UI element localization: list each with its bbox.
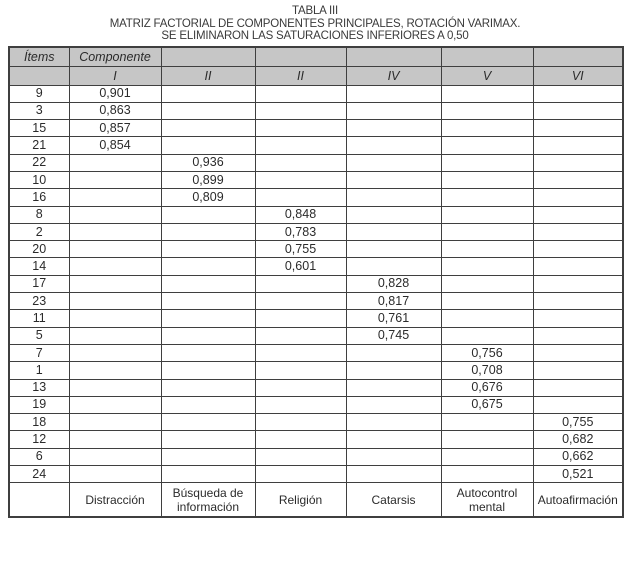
value-cell: [533, 154, 623, 171]
item-cell: 11: [9, 310, 69, 327]
table-row: [9, 431, 623, 448]
header-cell: [255, 47, 346, 66]
value-cell: [346, 120, 441, 137]
value-cell: [441, 448, 533, 465]
value-cell: 0,708: [441, 362, 533, 379]
header-cell: V: [441, 66, 533, 85]
header-cell: Ítems: [9, 47, 69, 66]
value-cell: 0,682: [533, 431, 623, 448]
item-cell: 3: [9, 102, 69, 119]
value-cell: [441, 154, 533, 171]
value-cell: [69, 293, 161, 310]
value-cell: 0,755: [533, 414, 623, 431]
value-cell: [255, 448, 346, 465]
value-cell: [533, 241, 623, 258]
value-cell: [161, 85, 255, 102]
value-cell: [161, 258, 255, 275]
value-cell: [255, 431, 346, 448]
header-cell: II: [255, 66, 346, 85]
value-cell: [161, 241, 255, 258]
item-cell: 7: [9, 344, 69, 361]
value-cell: [255, 344, 346, 361]
value-cell: [161, 293, 255, 310]
factor-label-cell: Búsqueda de información: [161, 483, 255, 517]
header-cell: [9, 66, 69, 85]
table-caption-line1: MATRIZ FACTORIAL DE COMPONENTES PRINCIPALES, ROTACIÓN VARIMAX.: [109, 18, 521, 30]
value-cell: [346, 414, 441, 431]
value-cell: 0,761: [346, 310, 441, 327]
table-row: [9, 327, 623, 344]
value-cell: [69, 189, 161, 206]
header-cell: IV: [346, 66, 441, 85]
value-cell: [255, 414, 346, 431]
item-cell: 1: [9, 362, 69, 379]
value-cell: [161, 344, 255, 361]
factor-label-cell: [9, 483, 69, 517]
value-cell: [69, 258, 161, 275]
table-row: [9, 258, 623, 275]
value-cell: [255, 327, 346, 344]
value-cell: [346, 396, 441, 413]
value-cell: [69, 344, 161, 361]
value-cell: [441, 414, 533, 431]
table-row: [9, 85, 623, 102]
value-cell: [346, 344, 441, 361]
value-cell: [69, 223, 161, 240]
value-cell: [533, 206, 623, 223]
value-cell: [346, 379, 441, 396]
table-row: [9, 275, 623, 292]
table-row: [9, 414, 623, 431]
value-cell: [441, 189, 533, 206]
value-cell: [69, 431, 161, 448]
table-number: TABLA III: [292, 5, 338, 17]
item-cell: 16: [9, 189, 69, 206]
value-cell: [255, 275, 346, 292]
factor-label-cell: Autoafirmación: [533, 483, 623, 517]
table-row: [9, 102, 623, 119]
value-cell: [346, 258, 441, 275]
value-cell: 0,675: [441, 396, 533, 413]
value-cell: [255, 137, 346, 154]
table-row: [9, 448, 623, 465]
value-cell: [161, 448, 255, 465]
value-cell: [69, 362, 161, 379]
value-cell: [161, 414, 255, 431]
table-row: [9, 154, 623, 171]
value-cell: [346, 223, 441, 240]
value-cell: [346, 362, 441, 379]
value-cell: [533, 137, 623, 154]
value-cell: [533, 344, 623, 361]
item-cell: 24: [9, 466, 69, 483]
value-cell: [255, 362, 346, 379]
item-cell: 15: [9, 120, 69, 137]
header-cell: I: [69, 66, 161, 85]
table-row: [9, 379, 623, 396]
table-row: [9, 206, 623, 223]
value-cell: [69, 414, 161, 431]
item-cell: 12: [9, 431, 69, 448]
value-cell: [161, 379, 255, 396]
value-cell: 0,863: [69, 102, 161, 119]
table-body: [9, 85, 623, 483]
value-cell: [161, 137, 255, 154]
value-cell: [533, 275, 623, 292]
value-cell: 0,601: [255, 258, 346, 275]
table-row: [9, 171, 623, 188]
header-cell: [441, 47, 533, 66]
value-cell: [346, 85, 441, 102]
header-cell: [161, 47, 255, 66]
value-cell: [533, 293, 623, 310]
table-row: [9, 466, 623, 483]
value-cell: [161, 120, 255, 137]
value-cell: [255, 189, 346, 206]
value-cell: [69, 327, 161, 344]
value-cell: [161, 431, 255, 448]
value-cell: [441, 310, 533, 327]
table-row: [9, 293, 623, 310]
value-cell: [69, 154, 161, 171]
value-cell: [441, 137, 533, 154]
table-row: [9, 396, 623, 413]
header-cell: [346, 47, 441, 66]
value-cell: [533, 120, 623, 137]
value-cell: 0,521: [533, 466, 623, 483]
value-cell: [533, 223, 623, 240]
value-cell: [441, 293, 533, 310]
item-cell: 8: [9, 206, 69, 223]
value-cell: [441, 275, 533, 292]
value-cell: 0,662: [533, 448, 623, 465]
value-cell: [346, 137, 441, 154]
value-cell: [533, 258, 623, 275]
value-cell: [255, 154, 346, 171]
header-row: [9, 47, 623, 66]
value-cell: [346, 431, 441, 448]
value-cell: 0,828: [346, 275, 441, 292]
value-cell: [255, 310, 346, 327]
value-cell: [346, 102, 441, 119]
value-cell: [161, 396, 255, 413]
table-caption-line2: SE ELIMINARON LAS SATURACIONES INFERIORES A 0,50: [161, 30, 469, 42]
value-cell: [161, 206, 255, 223]
value-cell: [533, 102, 623, 119]
value-cell: [346, 241, 441, 258]
item-cell: 18: [9, 414, 69, 431]
value-cell: [161, 327, 255, 344]
value-cell: [255, 396, 346, 413]
item-cell: 5: [9, 327, 69, 344]
factor-label-cell: Catarsis: [346, 483, 441, 517]
factor-label-cell: Religión: [255, 483, 346, 517]
item-cell: 13: [9, 379, 69, 396]
value-cell: 0,756: [441, 344, 533, 361]
item-cell: 23: [9, 293, 69, 310]
value-cell: 0,936: [161, 154, 255, 171]
item-cell: 21: [9, 137, 69, 154]
value-cell: 0,901: [69, 85, 161, 102]
value-cell: 0,848: [255, 206, 346, 223]
table-row: [9, 120, 623, 137]
value-cell: 0,676: [441, 379, 533, 396]
value-cell: 0,783: [255, 223, 346, 240]
value-cell: 0,817: [346, 293, 441, 310]
table-row: [9, 137, 623, 154]
value-cell: [533, 327, 623, 344]
value-cell: [161, 102, 255, 119]
value-cell: [346, 466, 441, 483]
header-cell: VI: [533, 66, 623, 85]
value-cell: 0,809: [161, 189, 255, 206]
factor-label-cell: Autocontrol mental: [441, 483, 533, 517]
value-cell: 0,755: [255, 241, 346, 258]
value-cell: [441, 102, 533, 119]
item-cell: 14: [9, 258, 69, 275]
value-cell: [533, 362, 623, 379]
value-cell: [69, 466, 161, 483]
item-cell: 20: [9, 241, 69, 258]
value-cell: [161, 362, 255, 379]
value-cell: [441, 120, 533, 137]
header-row: [9, 66, 623, 85]
value-cell: [255, 379, 346, 396]
value-cell: [255, 120, 346, 137]
header-cell: II: [161, 66, 255, 85]
value-cell: [255, 293, 346, 310]
value-cell: [533, 379, 623, 396]
table-row: [9, 310, 623, 327]
value-cell: [533, 396, 623, 413]
value-cell: [346, 154, 441, 171]
value-cell: [69, 379, 161, 396]
value-cell: [533, 171, 623, 188]
value-cell: [69, 310, 161, 327]
value-cell: [346, 171, 441, 188]
value-cell: 0,857: [69, 120, 161, 137]
table-title-block: [8, 5, 622, 42]
table-row: [9, 189, 623, 206]
value-cell: [441, 258, 533, 275]
value-cell: [69, 448, 161, 465]
item-cell: 19: [9, 396, 69, 413]
item-cell: 10: [9, 171, 69, 188]
value-cell: [441, 171, 533, 188]
value-cell: [255, 85, 346, 102]
item-cell: 9: [9, 85, 69, 102]
value-cell: [441, 431, 533, 448]
value-cell: [161, 466, 255, 483]
value-cell: [441, 85, 533, 102]
table-row: [9, 362, 623, 379]
value-cell: 0,854: [69, 137, 161, 154]
value-cell: 0,745: [346, 327, 441, 344]
value-cell: [441, 241, 533, 258]
header-cell: [533, 47, 623, 66]
factor-matrix-table: [8, 46, 624, 518]
table-head: [9, 47, 623, 85]
value-cell: [346, 448, 441, 465]
item-cell: 17: [9, 275, 69, 292]
value-cell: [533, 189, 623, 206]
value-cell: [441, 206, 533, 223]
item-cell: 2: [9, 223, 69, 240]
item-cell: 22: [9, 154, 69, 171]
value-cell: [441, 223, 533, 240]
value-cell: [255, 466, 346, 483]
value-cell: [161, 275, 255, 292]
item-cell: 6: [9, 448, 69, 465]
value-cell: [255, 102, 346, 119]
value-cell: [161, 223, 255, 240]
header-cell: Componente: [69, 47, 161, 66]
factor-label-row: [9, 483, 623, 517]
value-cell: [69, 171, 161, 188]
table-foot: [9, 483, 623, 517]
value-cell: [255, 171, 346, 188]
value-cell: [161, 310, 255, 327]
value-cell: [346, 189, 441, 206]
value-cell: [69, 275, 161, 292]
value-cell: [346, 206, 441, 223]
factor-label-cell: Distracción: [69, 483, 161, 517]
value-cell: [533, 310, 623, 327]
table-row: [9, 223, 623, 240]
value-cell: [69, 206, 161, 223]
value-cell: [533, 85, 623, 102]
table-row: [9, 344, 623, 361]
table-row: [9, 241, 623, 258]
value-cell: 0,899: [161, 171, 255, 188]
value-cell: [69, 241, 161, 258]
value-cell: [441, 466, 533, 483]
value-cell: [69, 396, 161, 413]
value-cell: [441, 327, 533, 344]
